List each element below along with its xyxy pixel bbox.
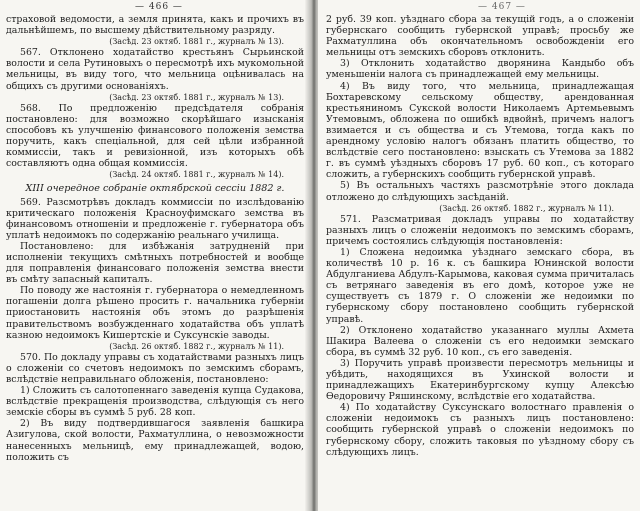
paragraph-text: 5) Въ остальныхъ частяхъ разсмотрѣніе этого доклада отложено до слѣдующихъ засѣданій. <box>326 180 634 203</box>
paragraph-text: 567. Отклонено ходатайство крестьянъ Сырьинской волости и села Рутиновыхъ о пересмотрѣ ихъ мукомольной мельницы, въ виду того, что мельница оцѣнивалась на общихъ съ другими основаніяхъ. <box>6 47 304 92</box>
paragraph-text: 568. По предложенію предсѣдателя собранія постановлено: для возможно скорѣйшаго изысканія способовъ къ улучшенію финансового положенія земства поручить, какъ спеціальной, для сей цѣли избранной коммиссіи, такъ и ревизіонной, изъ которыхъ обѣ составляютъ одна общая коммиссія. <box>6 102 304 170</box>
paragraph <box>6 385 304 418</box>
paragraph <box>6 418 304 462</box>
paragraph-text: 4) Въ виду того, что мельница, принадлежащая Бохтаревскому сельскому обществу, арендованная крестьяниномъ Сукской волости Николаемъ Артемьевымъ Утемовымъ, обложена по ошибкѣ вдвойнѣ, причемъ налогъ взимается и съ общества и съ Утемова, тогда какъ по арендному условію налогъ обязанъ платить общество, то вслѣдствіе сего постановлено: взыскать съ Утемова за 1882 г. въ суммѣ уѣздныхъ сборовъ 17 руб. 60 коп., съ котораго сложить, а губернскихъ сообщить губернской управѣ. <box>326 80 634 181</box>
paragraph-text: страховой ведомости, а земля принята, какъ и прочихъ въ дальнѣйшемъ, по высшему дѣйствительному разряду. <box>6 14 304 37</box>
paragraph <box>326 81 634 181</box>
paragraph-text: 2) Отклонено ходатайство указаннаго муллы Ахмета Шакира Валеева о сложеніи съ его недоимки земскаго сбора, въ суммѣ 32 руб. 10 коп., съ его заведенія. <box>326 324 634 358</box>
paragraph-text: 3) Отклонить ходатайство дворянина Кандыбо объ уменьшеніи налога съ принадлежащей ему мельницы. <box>326 58 634 81</box>
session-reference: (Засѣд. 26 октяб. 1882 г., журналъ № 11). <box>439 203 614 213</box>
paragraph <box>326 402 634 457</box>
paragraph-text: 2) Въ виду подтвердившагося заявленія башкира Азигулова, ской волости, Рахматуллина, о невозможности нанесенныхъ мельницѣ, ему принадлежащей, водою, положить съ <box>6 418 304 463</box>
paragraph <box>326 214 634 247</box>
paragraph <box>326 247 634 325</box>
paragraph <box>6 352 304 385</box>
right-page-text <box>326 14 634 458</box>
paragraph-text: 1) Сложена недоимка уѣзднаго земскаго сбора, въ количествѣ 10 р. 16 к. съ башкира Юнинской волости Абдулганиева Абдулъ-Карымова, каковая сумма причиталась съ ветрянаго заведенія въ его домѣ, которое уже не существуетъ съ 1879 г. О сложеніи же недоимки по губернскому сбору постановлено сообщить губернской управѣ. <box>326 246 634 325</box>
paragraph-text: 4) По ходатайству Суксунскаго волостнаго правленія о сложеніи недоимокъ съ разныхъ лицъ постановлено: сообщить губернской управѣ о сложеніи недоимокъ по губернскому сбору, сложить таковыя по уѣздному сбору съ слѣдующихъ лицъ. <box>326 402 634 458</box>
paragraph <box>326 58 634 80</box>
left-page <box>0 0 311 511</box>
paragraph <box>326 180 634 213</box>
paragraph-text: Постановлено: для избѣжанія затрудненій при исполненіи текущихъ смѣтныхъ потребностей и вообще для поправленія финансоваго положенія земства внести въ смѣту запасный капиталъ. <box>6 240 304 286</box>
paragraph <box>6 14 304 47</box>
paragraph-text: 2 руб. 39 коп. уѣзднаго сбора за текущій годъ, а о сложеніи губернскаго сообщить губернской управѣ; просьбу же Рахматуллина объ окончательномъ освобожденіи его мельницы отъ земскихъ сборовъ отклонить. <box>326 14 634 59</box>
paragraph <box>6 285 304 352</box>
paragraph <box>6 241 304 285</box>
session-reference: (Засѣд. 23 октяб. 1881 г., журналъ № 13). <box>109 37 284 47</box>
right-page <box>318 0 640 511</box>
left-page-text <box>6 14 304 463</box>
session-reference: (Засѣд. 24 октяб. 1881 г., журналъ № 14). <box>109 170 284 180</box>
paragraph-text: 569. Разсмотрѣвъ докладъ коммиссіи по изслѣдованію критическаго положенія Красноуфимскаго земства въ финансовомъ отношеніи и предложеніе г. губернатора объ уплатѣ недоимокъ по содержанію реальнаго училища. <box>6 196 304 241</box>
paragraph <box>6 197 304 241</box>
paragraph <box>326 14 634 58</box>
left-page-number: — 466 — <box>135 2 183 12</box>
paragraph-text: 570. По докладу управы съ ходатайствами разныхъ лицъ о сложеніи со счетовъ недоимокъ по земскимъ сборамъ, вслѣдствіе неправильнаго обложенія, постановлено: <box>6 351 304 385</box>
paragraph <box>6 103 304 181</box>
paragraph <box>326 325 634 358</box>
session-heading: XIII очередное собраніе октябрской сессіи 1882 г. <box>25 183 285 195</box>
session-reference: (Засѣд. 26 октяб. 1882 г., журналъ № 11). <box>109 341 284 351</box>
paragraph <box>326 358 634 402</box>
paragraph-text: 571. Разсматривая докладъ управы по ходатайству разныхъ лицъ о сложеніи недоимокъ по земскимъ сборамъ, причемъ состоялись слѣдующія постановленія: <box>326 213 634 247</box>
paragraph <box>6 47 304 102</box>
paragraph-text: 1) Сложить съ салотопеннаго заведенія купца Судакова, вслѣдствіе прекращенія производства, слѣдующія съ него земскіе сборы въ суммѣ 5 руб. 28 коп. <box>6 385 304 419</box>
right-page-number: — 467 — <box>478 2 526 12</box>
paragraph-text: 3) Поручить управѣ произвести пересмотръ мельницы и убѣдить, находящихся въ Ухинской волости и принадлежащихъ Екатеринбургскому купцу Алексѣю Ѳедоровичу Ряшинскому, вслѣдствіе его ходатайства. <box>326 357 634 403</box>
paragraph-text: По поводу же настоянія г. губернатора о немедленномъ погашеніи долга рѣшено просить г. начальника губерніи приостановить настоянія объ этомъ до разрѣшенія правительствомъ возбужденнаго ходатайства объ уплатѣ казною недоимокъ Кишертскіе и Суксунскіе заводы. <box>6 285 304 341</box>
session-reference: (Засѣд. 23 октяб. 1881 г., журналъ № 13). <box>109 92 284 102</box>
